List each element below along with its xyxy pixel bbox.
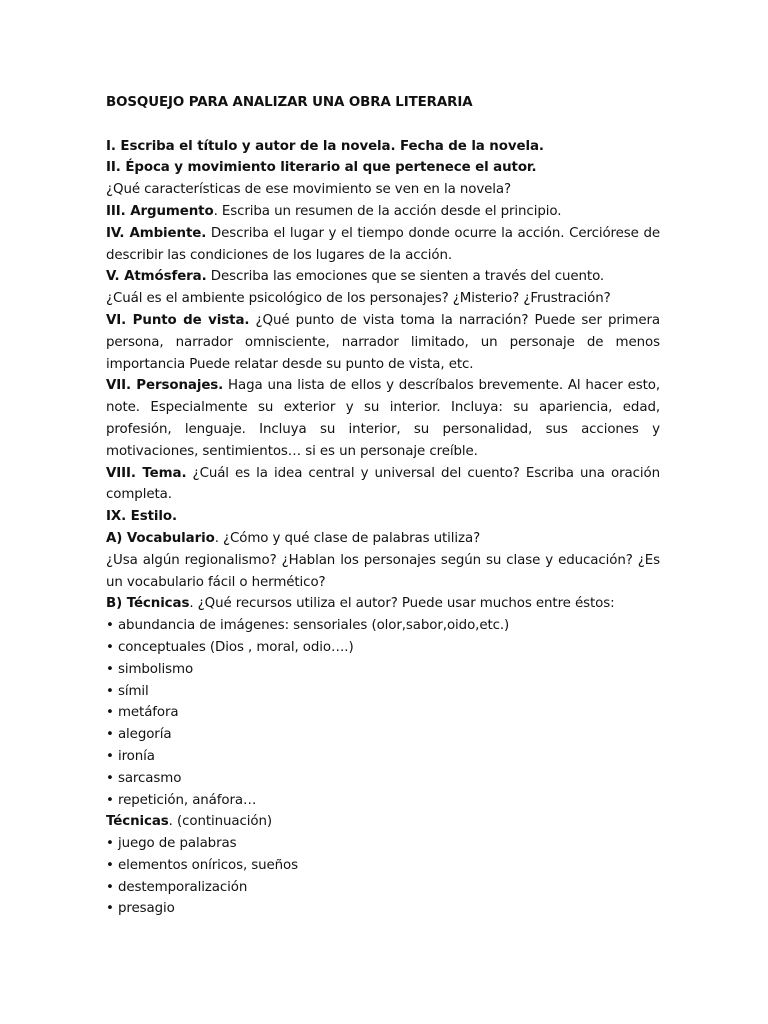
section-a-label: A) Vocabulario bbox=[106, 530, 215, 546]
section-b bbox=[106, 593, 660, 615]
section-viii bbox=[106, 463, 660, 507]
list-item: • ironía bbox=[106, 748, 155, 764]
list-item: • sarcasmo bbox=[106, 770, 182, 786]
section-ii bbox=[106, 157, 660, 179]
section-vii-label: VII. Personajes. bbox=[106, 378, 224, 394]
section-v bbox=[106, 266, 660, 288]
section-a-text: . ¿Cómo y qué clase de palabras utiliza? bbox=[214, 530, 481, 546]
section-vi bbox=[106, 310, 660, 375]
section-ii-text: II. Época y movimiento literario al que pertenece el autor. bbox=[106, 160, 537, 176]
list-item: • presagio bbox=[106, 901, 175, 917]
section-a bbox=[106, 528, 660, 550]
section-ii-question: ¿Qué características de ese movimiento se ven en la novela? bbox=[106, 182, 512, 198]
section-iii-label: III. Argumento bbox=[106, 203, 214, 219]
list-item: • metáfora bbox=[106, 705, 179, 721]
section-vi-text: ¿Qué punto de vista toma la narración? Puede ser primera persona, narrador omnisciente, narrador limitado, un personaje de menos importancia Puede relatar desde su punto de vista, etc. bbox=[106, 312, 661, 372]
list-item: • juego de palabras bbox=[106, 836, 237, 852]
list-item: • repetición, anáfora… bbox=[106, 792, 257, 808]
section-i-text: I. Escriba el título y autor de la novela. Fecha de la novela. bbox=[106, 138, 544, 154]
section-iv bbox=[106, 223, 660, 267]
list-item: • simbolismo bbox=[106, 661, 194, 677]
section-iv-text: Describa el lugar y el tiempo donde ocurre la acción. Cerciórese de describir las condiciones de los lugares de la acción. bbox=[106, 225, 660, 263]
continuation-heading bbox=[106, 811, 660, 833]
list-item: • abundancia de imágenes: sensoriales (olor,sabor,oido,etc.) bbox=[106, 618, 510, 634]
section-vi-label: VI. Punto de vista. bbox=[106, 312, 250, 328]
section-b-label: B) Técnicas bbox=[106, 596, 190, 612]
section-ix-label: IX. Estilo. bbox=[106, 509, 177, 525]
document-page bbox=[106, 92, 660, 920]
section-v-text: Describa las emociones que se sienten a través del cuento. bbox=[206, 269, 605, 285]
continuation-text: . (continuación) bbox=[168, 814, 272, 830]
section-ix bbox=[106, 506, 660, 528]
list-item: • alegoría bbox=[106, 727, 172, 743]
list-item: • símil bbox=[106, 683, 149, 699]
list-item: • conceptuales (Dios , moral, odio….) bbox=[106, 639, 354, 655]
section-v-question: ¿Cuál es el ambiente psicológico de los personajes? ¿Misterio? ¿Frustración? bbox=[106, 291, 611, 307]
section-viii-text: ¿Cuál es la idea central y universal del cuento? Escriba una oración completa. bbox=[106, 465, 660, 503]
document-title: BOSQUEJO PARA ANALIZAR UNA OBRA LITERARIA bbox=[106, 95, 473, 110]
section-iii-text: . Escriba un resumen de la acción desde el principio. bbox=[213, 203, 562, 219]
continuation-label: Técnicas bbox=[106, 814, 169, 830]
section-b-text: . ¿Qué recursos utiliza el autor? Puede usar muchos entre éstos: bbox=[189, 596, 615, 612]
list-item: • elementos oníricos, sueños bbox=[106, 857, 299, 873]
section-viii-label: VIII. Tema. bbox=[106, 465, 187, 481]
section-v-label: V. Atmósfera. bbox=[106, 269, 207, 285]
list-item: • destemporalización bbox=[106, 879, 248, 895]
section-a-questions: ¿Usa algún regionalismo? ¿Hablan los personajes según su clase y educación? ¿Es un vocabulario fácil o hermético? bbox=[106, 552, 660, 590]
section-i bbox=[106, 136, 660, 158]
section-iii bbox=[106, 201, 660, 223]
section-vii-text: Haga una lista de ellos y descríbalos brevemente. Al hacer esto, note. Especialmente su exterior y su interior. Incluya: su apariencia, edad, profesión, lenguaje. Incluya su interior, su personalidad, sus acciones y motivaciones, sentimientos… si es un personaje creíble. bbox=[106, 378, 661, 459]
section-vii bbox=[106, 375, 660, 462]
section-iv-label: IV. Ambiente. bbox=[106, 225, 207, 241]
